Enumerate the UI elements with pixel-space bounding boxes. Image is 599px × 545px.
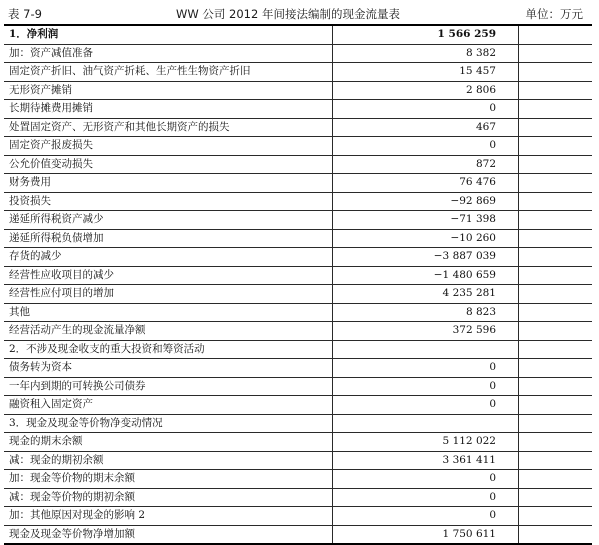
row-item-label: 存货的减少 xyxy=(4,248,333,267)
table-row xyxy=(4,25,592,44)
table-row xyxy=(4,44,592,63)
row-item-label: 经营活动产生的现金流量净额 xyxy=(4,322,333,341)
row-amount: 372 596 xyxy=(333,322,519,341)
row-blank-cell xyxy=(519,44,593,63)
row-item-label: 递延所得税资产减少 xyxy=(4,211,333,230)
row-amount: 0 xyxy=(333,470,519,489)
table-row xyxy=(4,155,592,174)
table-row xyxy=(4,377,592,396)
row-blank-cell xyxy=(519,377,593,396)
row-amount: 0 xyxy=(333,137,519,156)
row-amount: 3 361 411 xyxy=(333,451,519,470)
row-amount: 4 235 281 xyxy=(333,285,519,304)
row-amount: −1 480 659 xyxy=(333,266,519,285)
table-row xyxy=(4,248,592,267)
table-row xyxy=(4,63,592,82)
table-row xyxy=(4,211,592,230)
cash-flow-table xyxy=(4,24,592,545)
row-blank-cell xyxy=(519,63,593,82)
row-blank-cell xyxy=(519,414,593,433)
row-item-label: 融资租入固定资产 xyxy=(4,396,333,415)
row-item-label: 固定资产折旧、油气资产折耗、生产性生物资产折旧 xyxy=(4,63,333,82)
table-row xyxy=(4,192,592,211)
row-amount: 5 112 022 xyxy=(333,433,519,452)
table-row xyxy=(4,396,592,415)
row-item-label: 无形资产摊销 xyxy=(4,81,333,100)
table-row xyxy=(4,414,592,433)
row-item-label: 减：现金的期初余额 xyxy=(4,451,333,470)
row-blank-cell xyxy=(519,266,593,285)
row-blank-cell xyxy=(519,470,593,489)
row-amount: 2 806 xyxy=(333,81,519,100)
row-item-label: 递延所得税负债增加 xyxy=(4,229,333,248)
row-item-label: 现金的期末余额 xyxy=(4,433,333,452)
row-amount: 1 750 611 xyxy=(333,525,519,544)
row-blank-cell xyxy=(519,451,593,470)
cash-flow-table-body xyxy=(4,25,592,544)
row-blank-cell xyxy=(519,248,593,267)
row-blank-cell xyxy=(519,340,593,359)
row-amount: −92 869 xyxy=(333,192,519,211)
row-blank-cell xyxy=(519,174,593,193)
row-amount: 0 xyxy=(333,359,519,378)
row-item-label: 经营性应付项目的增加 xyxy=(4,285,333,304)
table-row xyxy=(4,266,592,285)
row-amount: 8 823 xyxy=(333,303,519,322)
row-item-label: 现金及现金等价物净增加额 xyxy=(4,525,333,544)
row-blank-cell xyxy=(519,137,593,156)
row-item-label: 一年内到期的可转换公司债券 xyxy=(4,377,333,396)
table-number: 表 7-9 xyxy=(8,7,42,21)
row-amount xyxy=(333,340,519,359)
row-amount: 1 566 259 xyxy=(333,25,519,44)
table-row xyxy=(4,488,592,507)
row-blank-cell xyxy=(519,229,593,248)
row-amount: 0 xyxy=(333,396,519,415)
table-row xyxy=(4,174,592,193)
row-blank-cell xyxy=(519,322,593,341)
row-item-label: 加：资产减值准备 xyxy=(4,44,333,63)
table-row xyxy=(4,525,592,544)
table-row xyxy=(4,340,592,359)
row-amount: 76 476 xyxy=(333,174,519,193)
row-item-label: 其他 xyxy=(4,303,333,322)
row-amount: 0 xyxy=(333,507,519,526)
table-row xyxy=(4,285,592,304)
row-blank-cell xyxy=(519,525,593,544)
table-caption xyxy=(4,6,595,22)
row-blank-cell xyxy=(519,81,593,100)
row-blank-cell xyxy=(519,433,593,452)
row-item-label: 3．现金及现金等价物净变动情况 xyxy=(4,414,333,433)
row-item-label: 减：现金等价物的期初余额 xyxy=(4,488,333,507)
table-row xyxy=(4,303,592,322)
row-amount: 0 xyxy=(333,488,519,507)
row-amount: −3 887 039 xyxy=(333,248,519,267)
row-amount: −71 398 xyxy=(333,211,519,230)
row-blank-cell xyxy=(519,155,593,174)
row-item-label: 财务费用 xyxy=(4,174,333,193)
table-row xyxy=(4,470,592,489)
row-item-label: 加：现金等价物的期末余额 xyxy=(4,470,333,489)
row-blank-cell xyxy=(519,211,593,230)
row-blank-cell xyxy=(519,118,593,137)
table-row xyxy=(4,451,592,470)
table-row xyxy=(4,229,592,248)
row-amount: 0 xyxy=(333,100,519,119)
row-item-label: 1．净利润 xyxy=(4,25,333,44)
table-row xyxy=(4,322,592,341)
row-amount: −10 260 xyxy=(333,229,519,248)
row-item-label: 公允价值变动损失 xyxy=(4,155,333,174)
row-item-label: 处置固定资产、无形资产和其他长期资产的损失 xyxy=(4,118,333,137)
row-amount: 872 xyxy=(333,155,519,174)
row-blank-cell xyxy=(519,488,593,507)
table-row xyxy=(4,359,592,378)
row-item-label: 2．不涉及现金收支的重大投资和筹资活动 xyxy=(4,340,333,359)
row-item-label: 投资损失 xyxy=(4,192,333,211)
row-amount: 0 xyxy=(333,377,519,396)
row-item-label: 经营性应收项目的减少 xyxy=(4,266,333,285)
table-row xyxy=(4,81,592,100)
table-row xyxy=(4,100,592,119)
row-item-label: 长期待摊费用摊销 xyxy=(4,100,333,119)
row-blank-cell xyxy=(519,25,593,44)
row-item-label: 加：其他原因对现金的影响 2 xyxy=(4,507,333,526)
unit-label: 单位：万元 xyxy=(525,7,583,21)
row-blank-cell xyxy=(519,100,593,119)
table-title: WW 公司 2012 年间接法编制的现金流量表 xyxy=(176,7,400,21)
row-blank-cell xyxy=(519,192,593,211)
table-row xyxy=(4,433,592,452)
row-blank-cell xyxy=(519,303,593,322)
table-row xyxy=(4,118,592,137)
row-item-label: 债务转为资本 xyxy=(4,359,333,378)
row-amount: 8 382 xyxy=(333,44,519,63)
row-blank-cell xyxy=(519,285,593,304)
row-amount: 467 xyxy=(333,118,519,137)
row-blank-cell xyxy=(519,359,593,378)
table-row xyxy=(4,137,592,156)
row-amount xyxy=(333,414,519,433)
row-item-label: 固定资产报废损失 xyxy=(4,137,333,156)
row-blank-cell xyxy=(519,396,593,415)
row-amount: 15 457 xyxy=(333,63,519,82)
